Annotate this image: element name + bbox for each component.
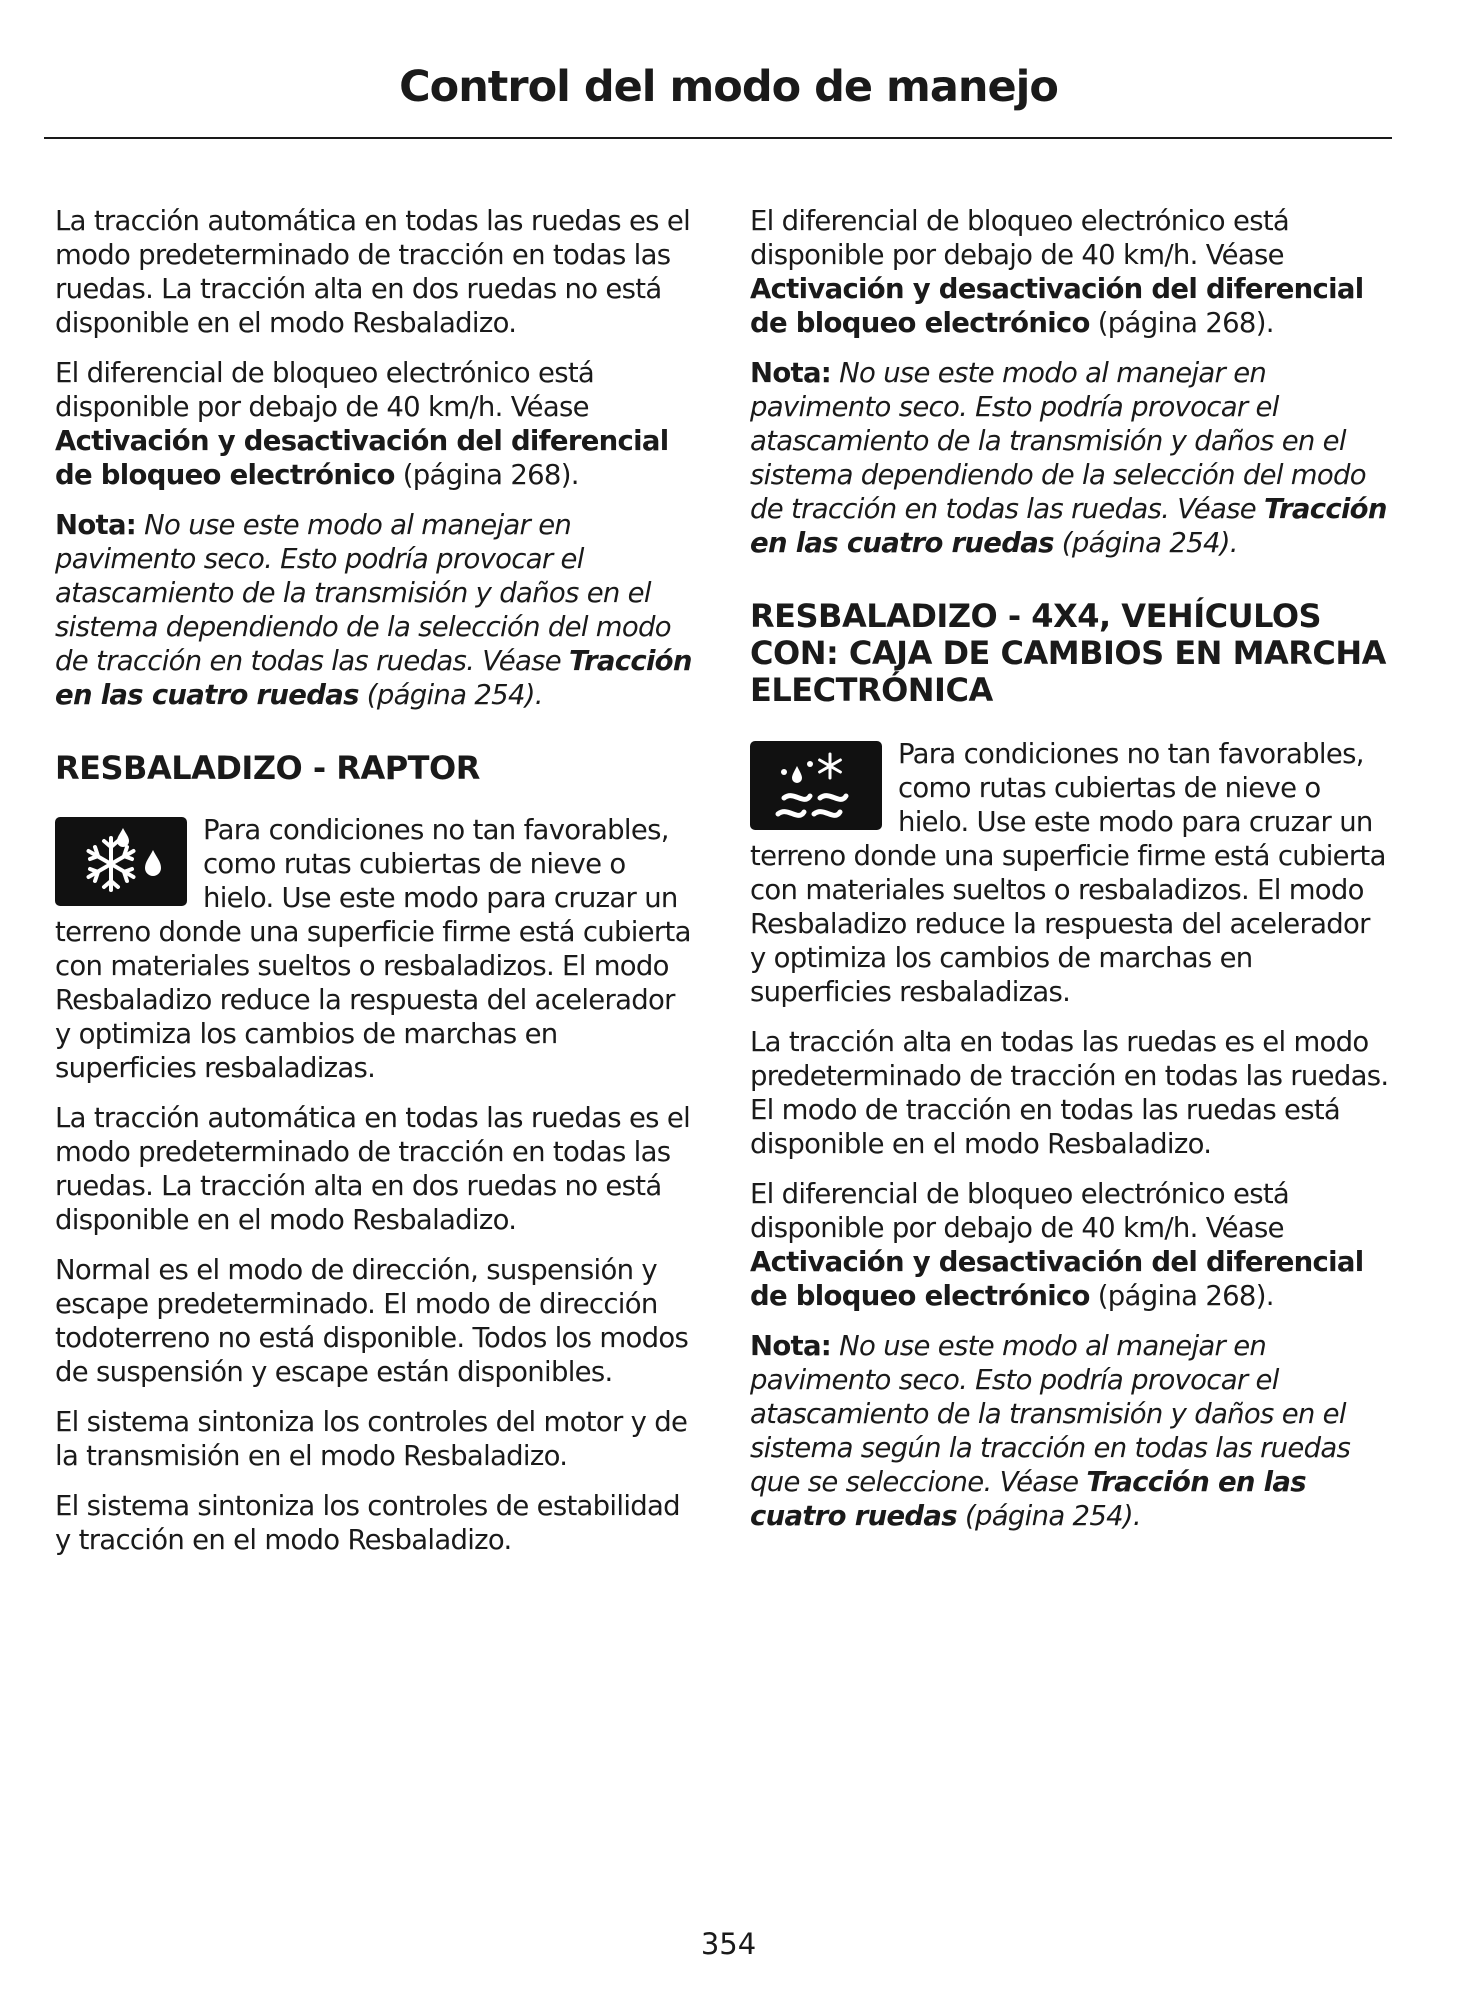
right-column bbox=[750, 204, 1390, 1549]
paragraph-text: El diferencial de bloqueo electrónico está disponible por debajo de 40 km/h. Véase bbox=[750, 205, 1290, 271]
section-heading-4x4: RESBALADIZO - 4X4, VEHÍCULOS CON: CAJA DE CAMBIOS EN MARCHA ELECTRÓNICA bbox=[750, 597, 1386, 709]
paragraph-text: El diferencial de bloqueo electrónico está disponible por debajo de 40 km/h. Véase bbox=[55, 357, 595, 423]
paragraph-with-icon bbox=[750, 737, 1390, 1009]
snowflake-droplets-icon bbox=[55, 817, 187, 906]
note-label: Nota: bbox=[750, 1330, 832, 1362]
cross-reference-link[interactable]: Tracción en las cuatro ruedas bbox=[55, 645, 692, 711]
page-reference: (página 254). bbox=[1053, 527, 1238, 559]
note-text: No use este modo al manejar en pavimento seco. Esto podría provocar el atascamiento de la transmisión y daños en el sistema según la tracción en todas las ruedas que se seleccione. Véase bbox=[750, 1330, 1351, 1498]
paragraph-text: El diferencial de bloqueo electrónico está disponible por debajo de 40 km/h. Véase bbox=[750, 1178, 1290, 1244]
paragraph: La tracción automática en todas las ruedas es el modo predeterminado de tracción en todas las ruedas. La tracción alta en dos ruedas no está disponible en el modo Resbaladizo. bbox=[55, 1102, 691, 1236]
paragraph bbox=[750, 204, 1390, 340]
note bbox=[55, 508, 695, 712]
cross-reference-link[interactable]: Activación y desactivación del diferencial de bloqueo electrónico bbox=[55, 425, 669, 491]
left-column bbox=[55, 204, 695, 1573]
cross-reference-link[interactable]: Activación y desactivación del diferencial de bloqueo electrónico bbox=[750, 1246, 1364, 1312]
page-number: 354 bbox=[700, 1927, 757, 1961]
paragraph: La tracción automática en todas las ruedas es el modo predeterminado de tracción en todas las ruedas. La tracción alta en dos ruedas no está disponible en el modo Resbaladizo. bbox=[55, 205, 691, 339]
snow-rain-slippery-road-icon bbox=[750, 741, 882, 830]
paragraph: El sistema sintoniza los controles de estabilidad y tracción en el modo Resbaladizo. bbox=[55, 1490, 680, 1556]
page-reference: (página 254). bbox=[956, 1500, 1141, 1532]
cross-reference-link[interactable]: Activación y desactivación del diferencial de bloqueo electrónico bbox=[750, 273, 1364, 339]
paragraph: La tracción alta en todas las ruedas es el modo predeterminado de tracción en todas las ruedas. El modo de tracción en todas las ruedas está disponible en el modo Resbaladizo. bbox=[750, 1026, 1389, 1160]
note-label: Nota: bbox=[55, 509, 137, 541]
note-text: No use este modo al manejar en pavimento seco. Esto podría provocar el atascamiento de la transmisión y daños en el sistema dependiendo de la selección del modo de tracción en todas las ruedas. Véase bbox=[55, 509, 671, 677]
note-text: No use este modo al manejar en pavimento seco. Esto podría provocar el atascamiento de la transmisión y daños en el sistema dependiendo de la selección del modo de tracción en todas las ruedas. Véase bbox=[750, 357, 1366, 525]
title-divider bbox=[44, 137, 1392, 139]
note-label: Nota: bbox=[750, 357, 832, 389]
paragraph-with-icon bbox=[55, 813, 695, 1085]
paragraph bbox=[750, 1177, 1390, 1313]
page-reference: (página 268). bbox=[1089, 307, 1274, 339]
note bbox=[750, 356, 1390, 560]
page-reference: (página 268). bbox=[394, 459, 579, 491]
paragraph: El sistema sintoniza los controles del motor y de la transmisión en el modo Resbaladizo. bbox=[55, 1406, 688, 1472]
paragraph bbox=[55, 356, 695, 492]
cross-reference-link[interactable]: Tracción en las cuatro ruedas bbox=[750, 493, 1387, 559]
note bbox=[750, 1329, 1390, 1533]
page-reference: (página 254). bbox=[358, 679, 543, 711]
paragraph-text: Para condiciones no tan favorables, como rutas cubiertas de nieve o hielo. Use este modo para cruzar un terreno donde una superficie firme está cubierta con materiales sueltos o resbaladizos. El modo Resbaladizo reduce la respuesta del acelerador y optimiza los cambios de marchas en superficies resbaladizas. bbox=[750, 738, 1386, 1008]
cross-reference-link[interactable]: Tracción en las cuatro ruedas bbox=[750, 1466, 1306, 1532]
paragraph-text: Para condiciones no tan favorables, como rutas cubiertas de nieve o hielo. Use este modo para cruzar un terreno donde una superficie firme está cubierta con materiales sueltos o resbaladizos. El modo Resbaladizo reduce la respuesta del acelerador y optimiza los cambios de marchas en superficies resbaladizas. bbox=[55, 814, 691, 1084]
page-reference: (página 268). bbox=[1089, 1280, 1274, 1312]
section-heading-raptor: RESBALADIZO - RAPTOR bbox=[55, 749, 480, 787]
paragraph: Normal es el modo de dirección, suspensión y escape predeterminado. El modo de dirección todoterreno no está disponible. Todos los modos de suspensión y escape están disponibles. bbox=[55, 1254, 689, 1388]
page-title: Control del modo de manejo bbox=[399, 62, 1058, 112]
